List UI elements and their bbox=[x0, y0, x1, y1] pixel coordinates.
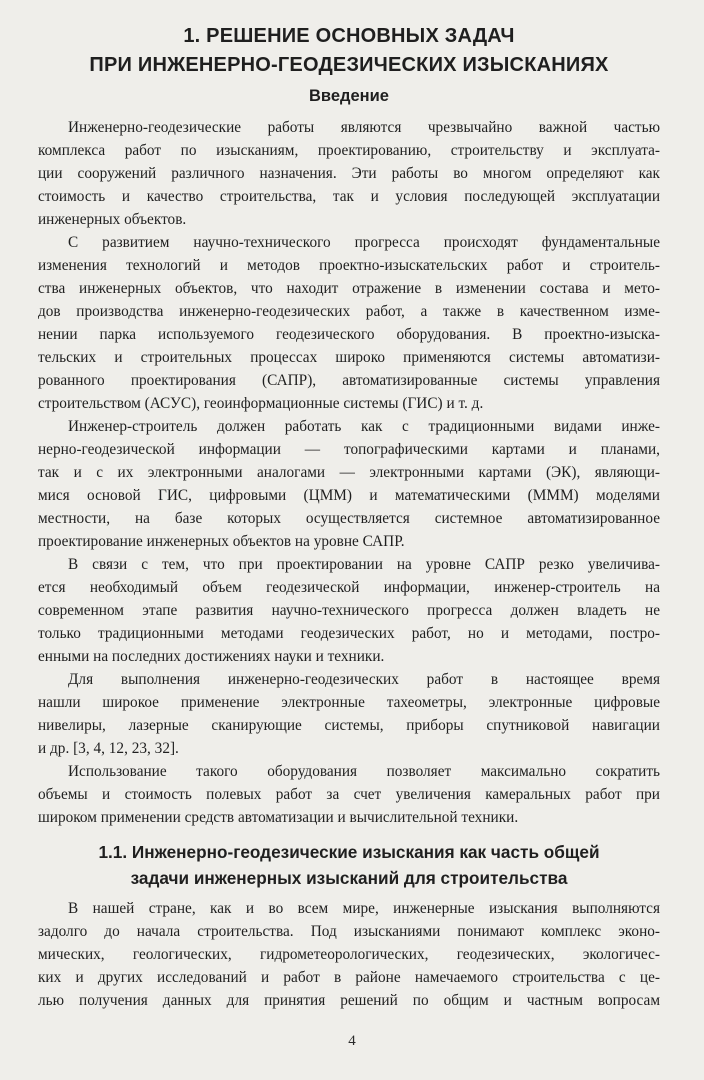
text-line: инженерных объектов. bbox=[38, 211, 187, 228]
text-line: енными на последних достижениях науки и техники. bbox=[38, 648, 385, 665]
text-line: Инженер-строитель должен работать как с традиционными видами инже- bbox=[68, 418, 660, 435]
text-line: проектирование инженерных объектов на уровне САПР. bbox=[38, 533, 405, 550]
intro-title: Введение bbox=[309, 87, 389, 105]
text-line: ких и других исследований и работ в районе намечаемого строительства с це- bbox=[38, 969, 660, 986]
text-line: мических, геологических, гидрометеорологических, геодезических, экологичес- bbox=[38, 946, 660, 963]
intro-paragraph bbox=[38, 231, 660, 415]
text-line: В связи с тем, что при проектировании на уровне САПР резко увеличива- bbox=[68, 556, 660, 573]
section-heading bbox=[38, 839, 660, 891]
text-line: ется необходимый объем геодезической информации, инженер-строитель на bbox=[38, 579, 660, 596]
text-line: мися основой ГИС, цифровыми (ЦММ) и математическими (МММ) моделями bbox=[38, 487, 660, 504]
text-line: В нашей стране, как и во всем мире, инженерные изыскания выполняются bbox=[68, 900, 660, 917]
text-line: дов производства инженерно-геодезических работ, а также в качественном изме- bbox=[38, 303, 660, 320]
text-line: тельских и строительных процессах широко применяются системы автоматизи- bbox=[38, 349, 660, 366]
text-line: ства инженерных объектов, что находит отражение в изменении состава и мето- bbox=[38, 280, 660, 297]
chapter-heading-line: 1. РЕШЕНИЕ ОСНОВНЫХ ЗАДАЧ bbox=[183, 25, 515, 47]
section-heading-line: 1.1. Инженерно-геодезические изыскания как часть общей bbox=[98, 842, 600, 862]
intro-paragraph bbox=[38, 415, 660, 553]
text-line: комплекса работ по изысканиям, проектированию, строительству и эксплуата- bbox=[38, 142, 660, 159]
intro-paragraph bbox=[38, 116, 660, 231]
text-line: объемы и стоимость полевых работ за счет увеличения камеральных работ при bbox=[38, 786, 660, 803]
text-line: стоимость и качество строительства, так и условия последующей эксплуатации bbox=[38, 188, 660, 205]
text-line: местности, на базе которых осуществляется системное автоматизированное bbox=[38, 510, 660, 527]
text-line: рованного проектирования (САПР), автоматизированные системы управления bbox=[38, 372, 660, 389]
text-line: нивелиры, лазерные сканирующие системы, приборы спутниковой навигации bbox=[38, 717, 660, 734]
section-paragraph bbox=[38, 897, 660, 1012]
text-line: задолго до начала строительства. Под изысканиями понимают комплекс эконо- bbox=[38, 923, 660, 940]
section-heading-line: задачи инженерных изысканий для строительства bbox=[130, 868, 568, 888]
text-line: современном этапе развития научно-технического прогресса должен владеть не bbox=[38, 602, 660, 619]
text-line: Инженерно-геодезические работы являются чрезвычайно важной частью bbox=[68, 119, 660, 136]
text-line: нашли широкое применение электронные тахеометры, электронные цифровые bbox=[38, 694, 660, 711]
text-line: широком применении средств автоматизации и вычислительной техники. bbox=[38, 809, 519, 826]
text-line: нении парка используемого геодезического оборудования. В проектно-изыска- bbox=[38, 326, 660, 343]
chapter-heading bbox=[38, 22, 660, 80]
text-line: изменения технологий и методов проектно-изыскательских работ и строитель- bbox=[38, 257, 660, 274]
text-line: так и с их электронными аналогами — электронными картами (ЭК), являющи- bbox=[38, 464, 660, 481]
text-line: и др. [3, 4, 12, 23, 32]. bbox=[38, 740, 179, 757]
text-line: Использование такого оборудования позволяет максимально сократить bbox=[68, 763, 660, 780]
text-line: лью получения данных для принятия решений по общим и частным вопросам bbox=[38, 992, 660, 1009]
text-line: нерно-геодезической информации — топографическими картами и планами, bbox=[38, 441, 660, 458]
chapter-heading-line: ПРИ ИНЖЕНЕРНО-ГЕОДЕЗИЧЕСКИХ ИЗЫСКАНИЯХ bbox=[89, 54, 609, 76]
text-line: Для выполнения инженерно-геодезических работ в настоящее время bbox=[68, 671, 660, 688]
text-line: С развитием научно-технического прогресса происходят фундаментальные bbox=[68, 234, 660, 251]
intro-paragraph bbox=[38, 553, 660, 668]
intro-paragraph bbox=[38, 668, 660, 760]
page-number: 4 bbox=[348, 1033, 356, 1049]
text-line: ции сооружений различного назначения. Эти работы во многом определяют как bbox=[38, 165, 660, 182]
intro-paragraph bbox=[38, 760, 660, 829]
text-line: строительством (АСУС), геоинформационные системы (ГИС) и т. д. bbox=[38, 395, 484, 412]
text-line: только традиционными методами геодезических работ, но и методами, постро- bbox=[38, 625, 660, 642]
